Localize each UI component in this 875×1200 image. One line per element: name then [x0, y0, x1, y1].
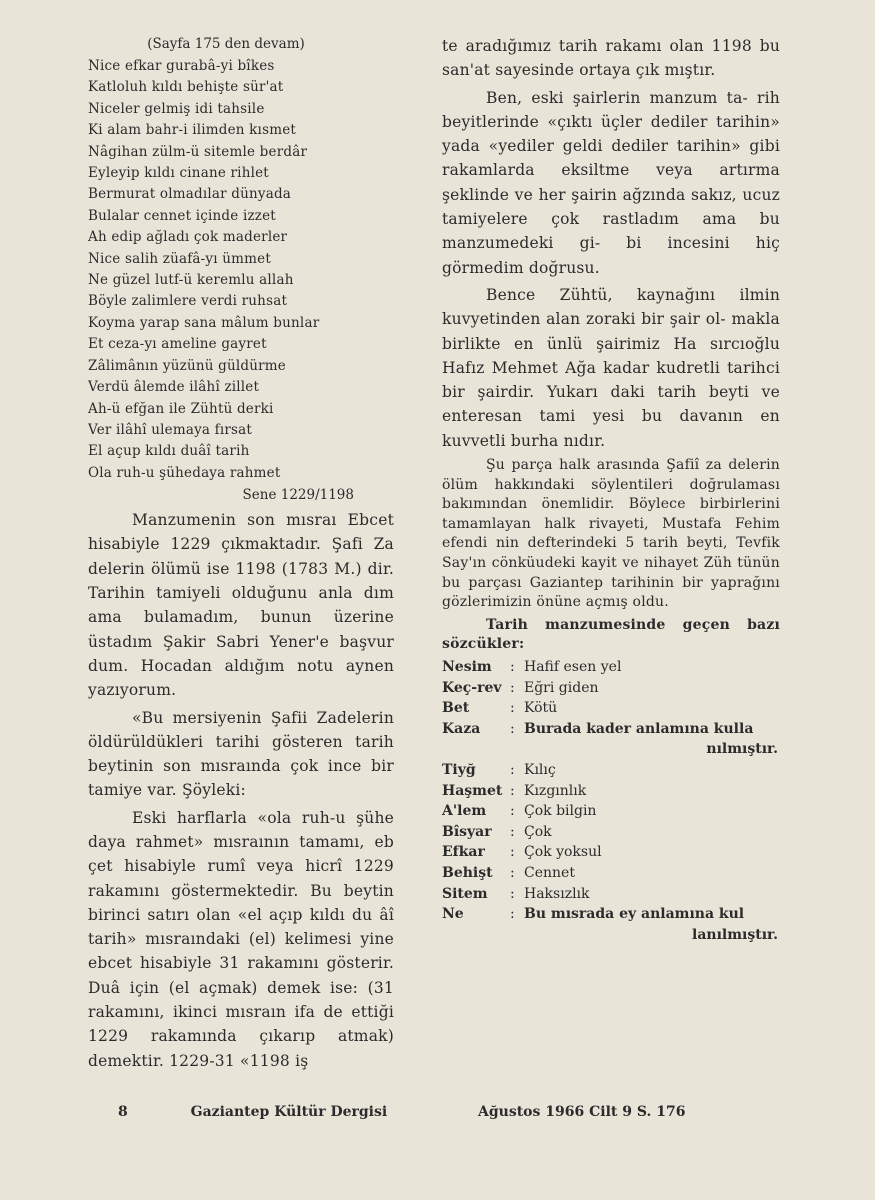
continued-note: (Sayfa 175 den devam) — [147, 36, 305, 52]
poem-line: El açup kıldı duâî tarih — [88, 443, 250, 460]
glossary-row — [442, 801, 780, 822]
poem-line: Nice efkar gurabâ-yi bîkes — [88, 58, 275, 74]
poem-line: Ola ruh-u şühedaya rahmet — [88, 464, 281, 481]
glossary-colon: : — [510, 658, 515, 675]
poem-line: Katloluh kıldı behişte sür'at — [88, 79, 284, 96]
glossary-colon: : — [510, 885, 515, 902]
paragraph: te aradığımız tarih rakamı olan 1198 bu san'at sayesinde ortaya çık mıştır. — [442, 37, 780, 80]
glossary-continuation: nılmıştır. — [706, 741, 778, 758]
glossary-row — [442, 719, 780, 740]
glossary-colon: : — [510, 864, 515, 881]
glossary-row — [442, 884, 780, 905]
glossary-colon: : — [510, 679, 515, 696]
glossary-colon: : — [510, 844, 515, 861]
glossary-term: Ne — [442, 906, 464, 923]
glossary-row — [442, 904, 780, 925]
glossary-term: Bet — [442, 700, 470, 717]
glossary-definition: Hafif esen yel — [524, 658, 622, 675]
poem-line: Verdü âlemde ilâhî zillet — [88, 379, 260, 396]
glossary-colon: : — [510, 906, 515, 923]
glossary-term: Haşmet — [442, 782, 503, 799]
poem-line: Ah-ü efğan ile Zühtü derki — [88, 400, 274, 417]
glossary-term: Bîsyar — [442, 823, 492, 840]
poem-line: Nâgihan zülm-ü sitemle berdâr — [88, 143, 308, 160]
glossary-row — [442, 863, 780, 884]
glossary-row — [442, 781, 780, 802]
journal-title: Gaziantep Kültür Dergisi — [190, 1104, 388, 1120]
glossary-definition: Kılıç — [524, 761, 556, 778]
right-column — [442, 34, 780, 945]
poem-line: Ki alam bahr-i ilimden kısmet — [88, 122, 297, 139]
footer-issue: Ağustos 1966 Cilt 9 S. 176 — [478, 1104, 686, 1120]
glossary-colon: : — [510, 823, 515, 840]
glossary-colon: : — [510, 720, 515, 737]
poem-line: Et ceza-yı ameline gayret — [88, 336, 267, 353]
poem-line: Bulalar cennet içinde izzet — [88, 207, 276, 224]
glossary-definition: Çok — [524, 823, 552, 840]
glossary-definition: Çok bilgin — [524, 803, 597, 820]
paragraph: Eski harflarla «ola ruh-u şühe daya rahmet» mısraının tamamı, eb çet hisabiyle rumî veya hicrî 1229 rakamını göstermektedir. Bu beytin birinci satırı olan «el açıp kıldı du âî tarih» mısraındaki (el) kelimesi yine ebcet hisabiyle 31 rakamını gösterir. Duâ için (el açmak) demek ise: (31 rakamını, ikinci mısraın ifa de ettiği 1229 rakamında çıkarıp atmak) demektir. 1229-31 «1198 iş — [88, 808, 394, 1070]
glossary-continuation: lanılmıştır. — [692, 926, 778, 943]
left-column — [88, 34, 394, 1073]
glossary-row — [442, 657, 780, 678]
glossary-term: Kaza — [442, 720, 481, 737]
glossary — [442, 657, 780, 945]
glossary-row — [442, 760, 780, 781]
paragraph: Ben, eski şairlerin manzum ta- rih beyitlerinde «çıktı üçler dediler tarihin» yada «yediler geldi dediler tarihin» gibi rakamlarda eksiltme veya artırma şeklinde ve her şairin ağzında sakız, ucuz tamiyelere çok rastladım ama bu manzumedeki gi- bi incesini hiç görmedim doğrusu. — [442, 88, 780, 277]
glossary-intro: Tarih manzumesinde geçen bazı sözcükler: — [442, 616, 780, 653]
poem-line: Ne güzel lutf-ü keremlu allah — [88, 272, 294, 289]
poem-line: Ah edip ağladı çok maderler — [88, 229, 288, 246]
glossary-colon: : — [510, 761, 515, 778]
glossary-definition: Kızgınlık — [524, 782, 587, 799]
footer-left — [118, 1104, 387, 1120]
glossary-term: Sitem — [442, 885, 488, 902]
glossary-definition: Bu mısrada ey anlamına kul — [524, 906, 745, 923]
glossary-row — [442, 698, 780, 719]
poem-line: Ver ilâhî ulemaya fırsat — [88, 421, 253, 438]
poem-line: Zâlimânın yüzünü güldürme — [88, 357, 286, 374]
paragraph: Şu parça halk arasında Şafiî za delerin ölüm hakkındaki söylentileri doğrulaması bakımından önemlidir. Böylece birbirlerini tamamlayan halk rivayeti, Mustafa Fehim efendi nin defterindeki 5 tarih beyti, Tevfik Say'ın cönküudeki kayit ve nihayet Züh tünün bu parçası Gaziantep tarihinin bir yaprağını gözlerimizin önüne açmış oldu. — [442, 457, 780, 611]
poem-line: Koyma yarap sana mâlum bunlar — [88, 314, 320, 331]
glossary-term: Keç-rev — [442, 679, 502, 696]
poem-line: Nice salih züafâ-yı ümmet — [88, 250, 271, 267]
glossary-definition: Çok yoksul — [524, 844, 602, 861]
glossary-term: Nesim — [442, 658, 492, 675]
page-number: 8 — [118, 1104, 128, 1120]
poem — [88, 56, 394, 484]
poem-line: Böyle zalimlere verdi ruhsat — [88, 293, 288, 310]
glossary-definition: Eğri giden — [524, 679, 599, 696]
paragraph: Manzumenin son mısraı Ebcet hisabiyle 1229 çıkmaktadır. Şafi Za delerin ölümü ise 1198 (1783 M.) dir. Tarihin tamiyeli olduğunu anla dım ama bulamadım, bunun üzerine üstadım Şakir Sabri Yener'e başvur dum. Hocadan aldığım notu aynen yazıyorum. — [88, 511, 394, 700]
paragraph: «Bu mersiyenin Şafii Zadelerin öldürüldükleri tarihi gösteren tarih beytinin son mısraında çok ince bir tamiye var. Şöyleki: — [88, 708, 394, 800]
poem-line: Bermurat olmadılar dünyada — [88, 186, 292, 203]
glossary-definition: Burada kader anlamına kulla — [524, 720, 754, 737]
glossary-term: A'lem — [442, 803, 487, 820]
glossary-colon: : — [510, 700, 515, 717]
paragraph: Bence Zühtü, kaynağını ilmin kuvyetinden alan zoraki bir şair ol- makla birlikte en ünlü şairimiz Ha sırcıoğlu Hafız Mehmet Ağa kadar kudretli tarihci bir şairdir. Yukarı daki tarih beyti ve enteresan tami yesi bu davanın en kuvvetli burha nıdır. — [442, 285, 780, 450]
poem-line: Eyleyip kıldı cinane rihlet — [88, 165, 269, 182]
glossary-row — [442, 678, 780, 699]
glossary-colon: : — [510, 782, 515, 799]
poem-line: Niceler gelmiş idi tahsile — [88, 100, 265, 117]
glossary-term: Behişt — [442, 864, 493, 881]
poem-date: Sene 1229/1198 — [242, 487, 354, 504]
glossary-row — [442, 842, 780, 863]
glossary-row — [442, 822, 780, 843]
glossary-definition: Cennet — [524, 864, 575, 881]
glossary-colon: : — [510, 803, 515, 820]
glossary-definition: Haksızlık — [524, 885, 590, 902]
glossary-term: Efkar — [442, 844, 485, 861]
glossary-definition: Kötü — [524, 700, 558, 717]
glossary-term: Tiyğ — [442, 761, 476, 778]
